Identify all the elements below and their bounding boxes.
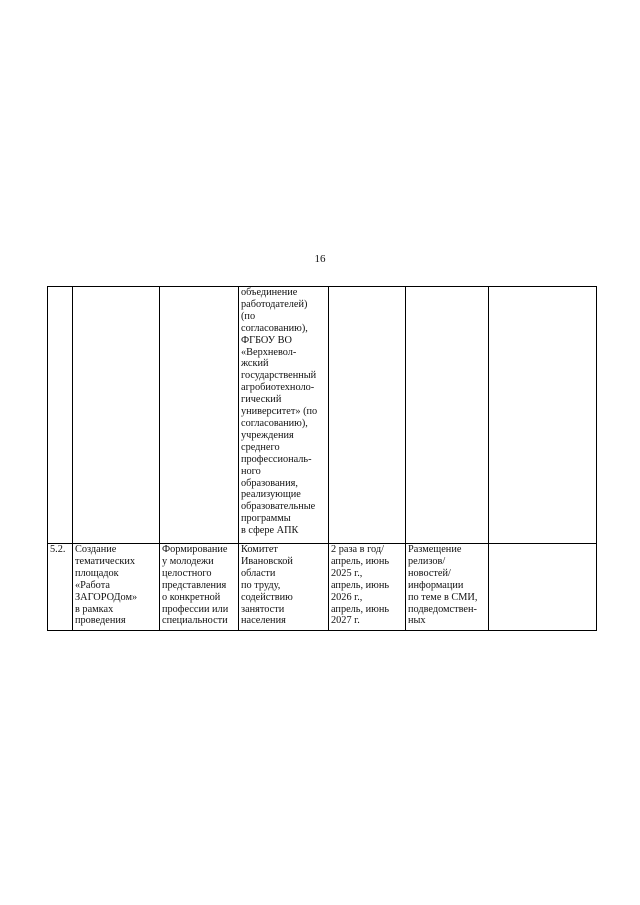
cell-text-line: подведомствен- [408,603,477,615]
cell-executor [239,544,329,631]
cell-text-line: проведения [75,615,126,627]
cell-number [48,287,73,544]
cell-executor [239,287,329,544]
cell-text-line: согласованию), [241,322,308,334]
cell-text-line: новостей/ [408,567,451,579]
cell-text-line: ного [241,465,261,477]
cell-text-line: учреждения [241,429,294,441]
page-number: 16 [314,253,326,265]
cell-text-line: специальности [162,615,228,627]
cell-text-line: в рамках [75,603,114,615]
cell-text-line: ЗАГОРОДом» [75,591,138,603]
cell-text-line: 2025 г., [331,567,363,579]
cell-measure [73,287,160,544]
cell-text-line: ФГБОУ ВО [241,334,292,346]
cell-text-line: по теме в СМИ, [408,591,478,603]
cell-text-line: представления [162,579,227,591]
cell-text-line: жский [241,358,269,370]
table-row [48,287,597,544]
cell-measure [73,544,160,631]
cell-text-line: профессиональ- [241,453,312,465]
cell-text-line: реализующие [241,489,301,501]
cell-note [489,544,597,631]
cell-goal [160,287,239,544]
cell-text-line: населения [241,615,286,627]
cell-text-line: занятости [241,603,285,615]
cell-text-line: (по [241,310,256,322]
cell-text-line: «Работа [75,579,110,591]
plan-table [47,286,597,631]
cell-text-line: апрель, июнь [331,603,390,615]
cell-text-line: 2026 г., [331,591,363,603]
cell-text-line: информации [408,579,464,591]
cell-text-line: 2027 г. [331,615,360,627]
cell-text-line: образования, [241,477,298,489]
cell-text-line: апрель, июнь [331,579,390,591]
cell-text-line: работодателей) [241,298,308,310]
cell-text-line: объединение [241,287,298,298]
cell-note [489,287,597,544]
cell-number [48,544,73,631]
cell-result [406,287,489,544]
cell-text-line: 2 раза в год/ [331,544,385,555]
cell-text-line: Размещение [408,544,462,555]
cell-text-line: государственный [241,370,317,382]
cell-text-line: университет» (по [241,406,318,418]
cell-text-line: Ивановской [241,555,293,567]
cell-text-line: области [241,567,276,579]
cell-text-line: Комитет [241,544,278,555]
cell-text-line: программы [241,513,291,525]
cell-text-line: о конкретной [162,591,221,603]
cell-deadline [329,287,406,544]
cell-text-line: Формирование [162,544,228,555]
cell-text-line: «Верхневол- [241,346,297,358]
cell-text-line: гический [241,394,282,406]
cell-text-line: агробиотехноло- [241,382,315,394]
cell-text-line: релизов/ [408,555,446,567]
cell-text-line: целостного [162,567,212,579]
cell-text-line: Создание [75,544,117,555]
cell-text-line: ных [408,615,426,627]
cell-text-line: площадок [75,567,119,579]
cell-deadline [329,544,406,631]
cell-text-line: у молодежи [162,555,214,567]
cell-text-line: содействию [241,591,293,603]
cell-text-line: в сфере АПК [241,525,299,537]
cell-text-line: 5.2. [50,544,66,555]
cell-text-line: образовательные [241,501,316,513]
cell-text-line: профессии или [162,603,229,615]
cell-text-line: среднего [241,441,280,453]
cell-result [406,544,489,631]
cell-goal [160,544,239,631]
table-row [48,544,597,631]
cell-text-line: согласованию), [241,417,308,429]
cell-text-line: тематических [75,555,136,567]
cell-text-line: по труду, [241,579,281,591]
cell-text-line: апрель, июнь [331,555,390,567]
